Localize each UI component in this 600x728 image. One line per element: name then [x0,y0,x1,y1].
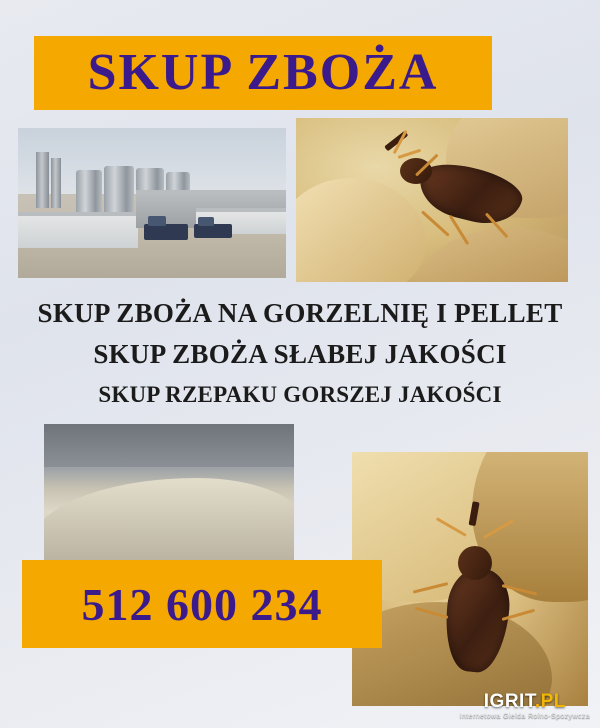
beetle-leg [415,607,449,619]
beetle-leg [421,210,450,236]
silo-tank-icon [76,170,102,214]
warehouse-building [18,212,138,248]
warehouse-roof [44,424,294,467]
offer-line-2: SKUP ZBOŻA SŁABEJ JAKOŚCI [93,338,507,369]
truck-cab-icon [148,216,166,226]
photo-grain-weevil-bottom [352,452,588,706]
watermark [460,692,590,720]
photo-grain-pile-warehouse [44,424,294,566]
truck-cab-icon [198,217,214,226]
beetle-leg [413,582,449,594]
page-title: SKUP ZBOŻA [87,44,439,101]
watermark-tagline: Internetowa Gielda Rolno-Spozywcza [459,713,590,720]
phone-banner [22,560,382,648]
grain-weevil-illustration [376,140,546,250]
grain-weevil-illustration [414,512,584,672]
offer-line-1: SKUP ZBOŻA NA GORZELNIĘ I PELLET [37,298,563,328]
beetle-antenna [436,517,467,537]
silo-tower-icon [51,158,61,208]
silo-tower-icon [36,152,49,208]
watermark-brand [460,692,590,711]
title-banner [34,36,492,110]
photo-grain-weevil-top [296,118,568,282]
phone-number: 512 600 234 [81,578,323,630]
silo-tank-icon [104,166,134,214]
truck-icon [144,224,188,240]
beetle-antenna [483,519,514,539]
truck-icon [194,224,232,238]
offer-text-block [0,298,600,408]
watermark-domain-text: .PL [534,691,566,712]
beetle-head [458,546,492,580]
grain-heap [44,478,294,566]
offer-line-3: SKUP RZEPAKU GORSZEJ JAKOŚCI [98,381,502,407]
photo-grain-silos-facility [18,128,286,278]
watermark-brand-text: IGRIT [483,691,535,712]
